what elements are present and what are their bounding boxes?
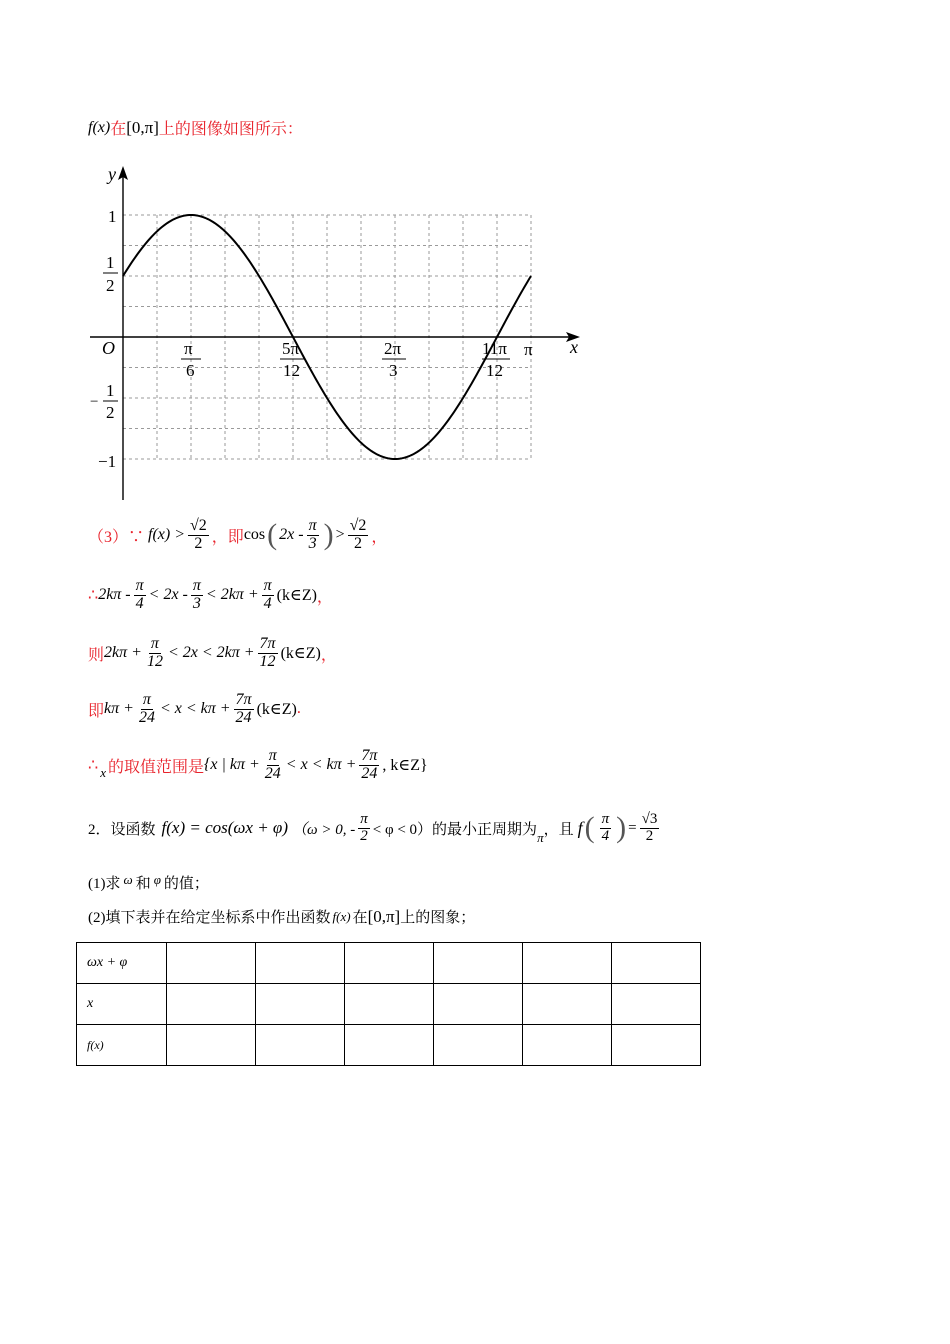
p2-q2-a: (2)填下表并在给定坐标系中作出函数 xyxy=(88,910,331,926)
svg-text:2: 2 xyxy=(106,276,115,295)
svg-text:2: 2 xyxy=(106,403,115,422)
sol-l3-a: 2kπ + xyxy=(104,644,142,662)
sol-l2-pi3: $\frac{\pi}{3}$ xyxy=(192,577,201,612)
row-head-x: x xyxy=(77,984,167,1025)
intro-interval: [0,π] xyxy=(126,117,159,137)
sol-l2-pi4: $\frac{\pi}{4}$ xyxy=(135,577,144,612)
row-head-fx: f(x) xyxy=(77,1025,167,1066)
table-cell[interactable] xyxy=(256,1025,345,1066)
p2-period: π xyxy=(537,830,544,846)
sol-l1-label: （3）∵ xyxy=(88,528,145,546)
table-cell[interactable] xyxy=(434,943,523,984)
p2-cond-b: < φ < 0）的最小正周期为 xyxy=(372,821,538,838)
svg-text:3: 3 xyxy=(389,361,398,380)
intro-zai: 在 xyxy=(110,121,127,138)
table-cell[interactable] xyxy=(345,943,434,984)
p2-q2-interval: [0,π] xyxy=(367,906,401,926)
table-cell[interactable] xyxy=(612,984,701,1025)
solution-line-1: （3）∵ f(x) > $\frac{√2}{2}$ ，即 cos ( 2x - $\frac{\pi}{3}$ ) > $\frac{√2}{2}$ ， xyxy=(88,517,388,552)
y-tick-neg-1: −1 xyxy=(98,452,117,471)
p2-q2-tail: 上的图象； xyxy=(400,910,476,926)
svg-text:π: π xyxy=(184,339,193,358)
sol-l5-c: , k∈Z} xyxy=(382,757,428,775)
table-cell[interactable] xyxy=(167,943,256,984)
row-head-omega-x-phi: ωx + φ xyxy=(77,943,167,984)
sol-l2-pi4b: $\frac{\pi}{4}$ xyxy=(263,577,272,612)
x-tick-pi: π xyxy=(524,340,533,359)
sol-l5-pi24: $\frac{\pi}{24}$ xyxy=(264,747,281,782)
svg-text:1: 1 xyxy=(106,253,115,272)
table-row xyxy=(77,943,701,984)
table-cell[interactable] xyxy=(345,1025,434,1066)
problem2-q1 xyxy=(88,872,209,893)
sol-l5-b: < x < kπ + xyxy=(285,756,357,774)
sol-l2-b: < 2x - xyxy=(148,586,188,604)
y-tick-neg-half xyxy=(90,381,118,422)
svg-text:12: 12 xyxy=(486,361,503,380)
solution-line-5 xyxy=(88,748,428,783)
table-row xyxy=(77,984,701,1025)
table-cell[interactable] xyxy=(523,984,612,1025)
sol-l3-end: ， xyxy=(320,646,337,664)
p2-pi4: $\frac{\pi}{4}$ xyxy=(601,811,610,844)
sol-l1-inner: 2x - xyxy=(279,526,304,544)
sol-l2-lead: ∴ xyxy=(88,587,99,605)
table-cell[interactable] xyxy=(523,943,612,984)
sol-l2-a: 2kπ - xyxy=(98,586,131,604)
problem2-q2 xyxy=(88,906,475,927)
p2-f: f xyxy=(577,817,583,838)
y-axis-label: y xyxy=(108,164,116,184)
sol-l5-a: {x | kπ + xyxy=(203,756,260,774)
sol-l5-text: 的取值范围是 xyxy=(107,758,204,776)
sol-l1-cos: cos xyxy=(243,526,266,544)
table-cell[interactable] xyxy=(434,1025,523,1066)
sol-l1-mid: ，即 xyxy=(211,528,244,546)
sol-l5-7pi24: $\frac{7\pi}{24}$ xyxy=(361,747,378,782)
sol-l2-c: < 2kπ + xyxy=(205,586,259,604)
sol-l4-pi24: $\frac{\pi}{24}$ xyxy=(138,691,155,726)
sol-l3-pi12: $\frac{\pi}{12}$ xyxy=(146,635,163,670)
sol-l3-b: < 2x < 2kπ + xyxy=(167,644,255,662)
p2-cond-a: （ω > 0, - xyxy=(292,821,356,838)
sol-l1-end: ， xyxy=(371,528,388,546)
table-cell[interactable] xyxy=(345,984,434,1025)
x-tick-2pi-3 xyxy=(382,339,406,380)
sol-l1-fx: f(x) > xyxy=(148,526,186,544)
sol-l3-c: (k∈Z) xyxy=(280,645,321,663)
sol-l1-frac2: $\frac{√2}{2}$ xyxy=(349,517,367,552)
table-cell[interactable] xyxy=(612,943,701,984)
table-cell[interactable] xyxy=(523,1025,612,1066)
y-tick-1: 1 xyxy=(108,207,117,226)
solution-line-3 xyxy=(88,636,337,671)
table-cell[interactable] xyxy=(434,984,523,1025)
table-cell[interactable] xyxy=(256,984,345,1025)
sol-l4-a: kπ + xyxy=(104,700,134,718)
intro-fx: f(x) xyxy=(88,118,111,136)
p2-num: 2．设函数 xyxy=(88,821,156,838)
p2-q1-he: 和 xyxy=(135,876,151,892)
sol-l2-end: ， xyxy=(316,588,333,606)
x-axis-label: x xyxy=(570,337,578,357)
p2-q2-fx: f(x) xyxy=(332,908,351,924)
table-cell[interactable] xyxy=(167,984,256,1025)
origin-label: O xyxy=(102,338,115,358)
sol-l3-lead: 则 xyxy=(88,646,105,664)
p2-q1-tail: 的值； xyxy=(163,876,209,892)
p2-fx: f(x) = cos(ωx + φ) xyxy=(161,818,288,838)
sol-l1-frac: $\frac{√2}{2}$ xyxy=(190,517,207,552)
svg-text:5π: 5π xyxy=(282,339,300,358)
svg-text:11π: 11π xyxy=(482,339,507,358)
table-row xyxy=(77,1025,701,1066)
solution-line-4 xyxy=(88,692,301,727)
p2-q1-phi: φ xyxy=(153,871,161,887)
sol-l1-pi3: $\frac{\pi}{3}$ xyxy=(308,517,317,552)
p2-cond-c: ，且 xyxy=(543,821,574,838)
table-cell[interactable] xyxy=(256,943,345,984)
p2-pi2: $\frac{\pi}{2}$ xyxy=(360,811,368,844)
sol-l4-end: . xyxy=(296,700,301,718)
sol-l4-b: < x < kπ + xyxy=(159,700,231,718)
p2-q2-zai: 在 xyxy=(352,910,368,926)
problem2-statement: 2．设函数 f(x) = cos(ωx + φ) （ω > 0, - $\frac{\pi}{2}$ < φ < 0）的最小正周期为 π ，且 f ( $\frac{\pi}{4}$ ) = $\frac{√3}{2}$ xyxy=(88,811,658,846)
sol-l1-gt: > xyxy=(335,526,345,544)
x-tick-pi-6 xyxy=(181,339,201,380)
p2-q1: (1)求 xyxy=(88,876,121,892)
fill-in-table xyxy=(76,942,701,1066)
intro-tail: 上的图像如图所示： xyxy=(158,121,303,138)
sol-l3-7pi12: $\frac{7\pi}{12}$ xyxy=(259,635,276,670)
table-cell[interactable] xyxy=(167,1025,256,1066)
svg-text:−: − xyxy=(90,394,99,410)
p2-eq: = xyxy=(628,819,637,836)
svg-text:1: 1 xyxy=(106,381,115,400)
svg-text:12: 12 xyxy=(283,361,300,380)
graph-intro-line xyxy=(88,116,303,139)
function-graph xyxy=(80,160,600,505)
sol-l5-x: x xyxy=(100,765,106,781)
x-tick-5pi-12 xyxy=(280,339,304,380)
y-tick-half xyxy=(103,253,118,295)
sol-l4-lead: 即 xyxy=(88,702,105,720)
p2-sqrt3-2: $\frac{√3}{2}$ xyxy=(641,811,658,844)
svg-text:2π: 2π xyxy=(384,339,402,358)
p2-q1-omega: ω xyxy=(123,871,133,887)
x-tick-11pi-12 xyxy=(482,339,510,380)
solution-line-2 xyxy=(88,578,333,613)
sol-l5-lead: ∴ xyxy=(88,757,99,775)
sol-l4-7pi24: $\frac{7\pi}{24}$ xyxy=(235,691,252,726)
sol-l4-c: (k∈Z) xyxy=(256,701,297,719)
table-cell[interactable] xyxy=(612,1025,701,1066)
svg-text:6: 6 xyxy=(186,361,195,380)
sol-l2-d: (k∈Z) xyxy=(276,587,317,605)
